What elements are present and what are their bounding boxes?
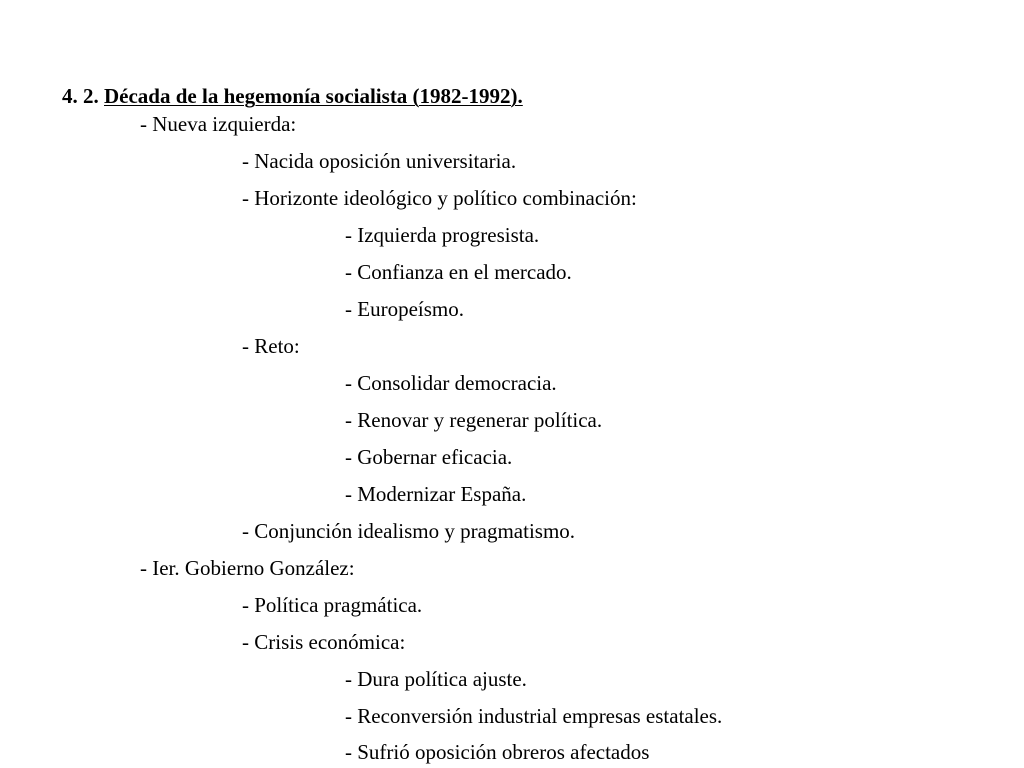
outline-item: - Dura política ajuste. [345, 667, 527, 691]
outline-item: - Renovar y regenerar política. [345, 408, 603, 432]
outline-item: - Política pragmática. [242, 593, 423, 617]
outline-item: - Consolidar democracia. [345, 371, 557, 395]
outline-item: - Horizonte ideológico y político combinación: [242, 186, 637, 210]
section-number: 4. 2. [62, 84, 99, 108]
outline-item: - Ier. Gobierno González: [140, 556, 355, 580]
outline-item: - Modernizar España. [345, 482, 527, 506]
outline-item: - Reconversión industrial empresas estatales. [345, 704, 723, 728]
outline-item: - Confianza en el mercado. [345, 260, 572, 284]
outline-item: - Europeísmo. [345, 297, 464, 321]
outline-item: - Izquierda progresista. [345, 223, 540, 247]
outline-item: - Sufrió oposición obreros afectados [345, 740, 650, 764]
section-heading [62, 82, 523, 110]
outline-item: - Gobernar eficacia. [345, 445, 513, 469]
outline-item: - Nueva izquierda: [140, 112, 297, 136]
outline-item: - Crisis económica: [242, 630, 406, 654]
outline-item: - Conjunción idealismo y pragmatismo. [242, 519, 576, 543]
outline-item: - Nacida oposición universitaria. [242, 149, 517, 173]
outline-item: - Reto: [242, 334, 300, 358]
section-title: Década de la hegemonía socialista (1982-1992). [104, 84, 523, 108]
